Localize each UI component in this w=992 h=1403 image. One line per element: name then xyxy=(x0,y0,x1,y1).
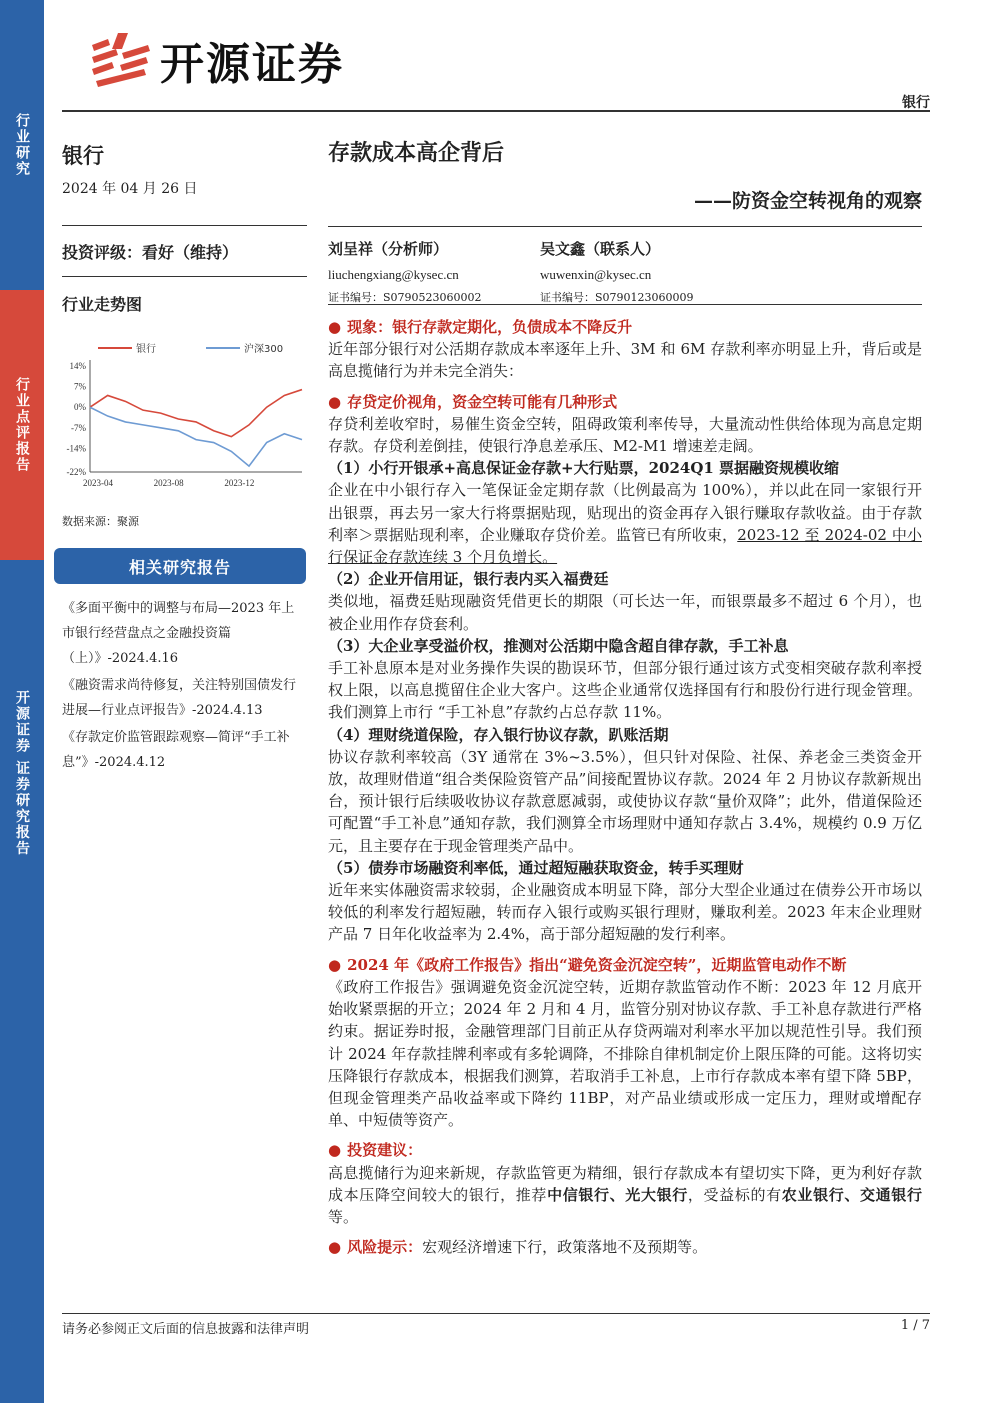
author-name: 刘呈祥（分析师） xyxy=(328,240,449,258)
report-date: 2024 年 04 月 26 日 xyxy=(62,181,198,197)
subheading: （4）理财绕道保险，存入银行协议存款，趴账活期 xyxy=(328,725,669,744)
paragraph: 高息揽储行为迎来新规，存款监管更为精细，银行存款成本有望切实下降，更为利好存款成本压降空间较大的银行，推荐中信银行、光大银行，受益标的有农业银行、交通银行等。 xyxy=(328,1163,922,1226)
paragraph: 协议存款利率较高（3Y 通常在 3%~3.5%），但只针对保险、社保、养老金三类资金开放，故理财借道“组合类保险资管产品”间接配置协议存款。2024 年 2 月协议存款新规出台，预计银行后续吸收协议存款意愿减弱，或使协议存款“量价双降”；此外，借道保险还可配置“手工补息”通知存款，我们测算全市场理财中通知存款占 3.4%，规模约 0.9 万亿元，且主要存在于现金管理类产品中。 xyxy=(328,747,922,855)
sidebar-label: 行业研究 xyxy=(14,113,30,177)
author-license: 证书编号：S0790123060009 xyxy=(540,291,694,304)
related-reports-list xyxy=(62,596,307,777)
related-report-item[interactable]: 《融资需求尚待修复，关注特别国债发行进展—行业点评报告》-2024.4.13 xyxy=(62,678,297,718)
report-body xyxy=(328,316,922,1258)
series-line-0 xyxy=(90,390,302,437)
divider xyxy=(62,225,307,226)
subheading: （1）小行开银承+高息保证金存款+大行贴票，2024Q1 票据融资规模收缩 xyxy=(328,459,840,478)
subheading: （3）大企业享受溢价权，推测对公活期中隐含超自律存款，手工补息 xyxy=(328,636,789,655)
investment-rating: 投资评级：看好（维持） xyxy=(62,243,239,262)
legend-label: 银行 xyxy=(136,344,156,355)
x-tick-label: 2023-04 xyxy=(83,478,113,488)
industry-trend-chart xyxy=(58,330,308,500)
paragraph: 类似地，福费廷贴现融资凭借更长的期限（可长达一年，而银票最多不超过 6 个月），也被企业用作存贷套利。 xyxy=(328,592,922,633)
section-heading: ● 现象：银行存款定期化，负债成本不降反升 xyxy=(328,318,633,336)
y-tick-label: 7% xyxy=(74,381,86,392)
divider xyxy=(62,276,307,277)
paragraph: 企业在中小银行存入一笔保证金定期存款（比例最高为 100%），并以此在同一家银行开出银票，再去另一家大行将票据贴现，贴现出的资金再存入银行赚取存款收益。由于存款利率＞票据贴现利率，企业赚取存贷价差。监管已有所收束，2023-12 至 2024-02 中小行保证金存款连续 3 个月负增长。 xyxy=(328,481,922,567)
sidebar-band-report-type xyxy=(0,290,44,560)
report-subtitle: ——防资金空转视角的观察 xyxy=(693,190,922,212)
sidebar-band-company xyxy=(0,560,44,1403)
paragraph: 近年来实体融资需求较弱，企业融资成本明显下降，部分大型企业通过在债券公开市场以较低的利率发行超短融，转而存入银行或购买银行理财，赚取利差。2023 年末企业理财产品 7 日年化收益率为 2.4%，高于部分超短融的发行利率。 xyxy=(328,881,922,944)
y-tick-label: -7% xyxy=(71,422,86,433)
y-tick-label: 14% xyxy=(69,361,86,371)
y-tick-label: -22% xyxy=(66,467,86,477)
series-line-1 xyxy=(90,407,302,466)
paragraph: 存贷利差收窄时，易催生资金空转，阻碍政策利率传导，大量流动性供给体现为高息定期存款。存贷利差倒挂，使银行净息差承压、M2-M1 增速差走阔。 xyxy=(328,414,922,456)
trend-chart-title: 行业走势图 xyxy=(62,295,143,314)
author-block xyxy=(328,238,482,305)
author-name: 吴文鑫（联系人） xyxy=(540,240,661,258)
footer-disclaimer: 请务必参阅正文后面的信息披露和法律声明 xyxy=(62,1322,310,1337)
author-license: 证书编号：S0790523060002 xyxy=(328,291,482,304)
underlined-text: 2023-12 至 2024-02 中小行保证金存款连续 3 个月负增长。 xyxy=(328,525,922,567)
divider xyxy=(328,304,922,305)
bullet-icon: ● xyxy=(328,392,342,411)
legend-label: 沪深300 xyxy=(244,344,284,355)
related-report-item[interactable]: 《多面平衡中的调整与布局—2023 年上市银行经营盘点之金融投资篇（上）》-2024.4.16 xyxy=(62,601,295,666)
subheading: （2）企业开信用证，银行表内买入福费廷 xyxy=(328,570,609,589)
header-rule xyxy=(62,110,930,112)
divider xyxy=(328,226,922,227)
bullet-icon: ● xyxy=(328,318,342,336)
report-title: 存款成本高企背后 xyxy=(328,140,505,166)
risk-line: ● 风险提示：宏观经济增速下行，政策落地不及预期等。 xyxy=(328,1238,708,1257)
logo-mark-icon xyxy=(88,31,154,89)
header-industry-tag: 银行 xyxy=(902,95,930,111)
section-heading: ● 存贷定价视角，资金空转可能有几种形式 xyxy=(328,392,618,411)
footer-rule xyxy=(62,1313,930,1314)
sidebar-label: 行业点评报告 xyxy=(14,377,30,473)
paragraph: 近年部分银行对公活期存款成本率逐年上升、3M 和 6M 存款利率亦明显上升，背后或是高息揽储行为并未完全消失： xyxy=(328,340,922,381)
section-heading: ● 2024 年《政府工作报告》指出“避免资金沉淀空转”，近期监管电动作不断 xyxy=(328,955,847,974)
bullet-icon: ● xyxy=(328,1141,342,1160)
section-heading: ● 投资建议： xyxy=(328,1141,423,1160)
subheading: （5）债券市场融资利率低，通过超短融获取资金，转手买理财 xyxy=(328,858,744,877)
related-report-item[interactable]: 《存款定价监管跟踪观察—简评“手工补息”》-2024.4.12 xyxy=(62,730,290,770)
author-email[interactable]: wuwenxin@kysec.cn xyxy=(540,267,652,282)
x-tick-label: 2023-12 xyxy=(224,478,255,488)
related-reports-header: 相关研究报告 xyxy=(54,548,306,584)
industry-label: 银行 xyxy=(62,143,104,168)
y-tick-label: -14% xyxy=(66,443,86,454)
paragraph: 《政府工作报告》强调避免资金沉淀空转，近期存款监管动作不断：2023 年 12 月底开始收紧票据的开立；2024 年 2 月和 4 月，监管分别对协议存款、手工补息存款进行严格约束。据证券时报，金融管理部门目前正从存贷两端对利率水平加以规范性引导。我们预计 2024 年存款挂牌利率或有多轮调降，不排除自律机制定价上限压降的可能。这将切实压降银行存款成本，根据我们测算，若取消手工补息，上市行存款成本率有望下降 5BP，但现金管理类产品收益率或下降约 11BP，对产品业绩或形成一定压力，理财或增配存单、中短债等资产。 xyxy=(328,977,922,1130)
sidebar-label: 开源证券 证券研究报告 xyxy=(14,690,30,857)
paragraph: 手工补息原本是对业务操作失误的勘误环节，但部分银行通过该方式变相突破存款利率授权上限，以高息揽留住企业大客户。这些企业通常仅选择国有行和股份行进行现金管理。我们测算上市行 “手工补息”存款约占总存款 11%。 xyxy=(328,659,922,722)
page-number: 1 / 7 xyxy=(900,1318,930,1333)
bullet-icon: ● xyxy=(328,1238,342,1257)
x-tick-label: 2023-08 xyxy=(153,478,184,488)
sidebar-band-research xyxy=(0,0,44,290)
author-email[interactable]: liuchengxiang@kysec.cn xyxy=(328,267,459,282)
logo-text: 开源证券 xyxy=(160,39,344,90)
bullet-icon: ● xyxy=(328,955,342,974)
chart-source: 数据来源：聚源 xyxy=(62,515,139,528)
company-logo xyxy=(88,28,344,92)
author-block xyxy=(540,238,694,305)
y-tick-label: 0% xyxy=(74,402,86,413)
